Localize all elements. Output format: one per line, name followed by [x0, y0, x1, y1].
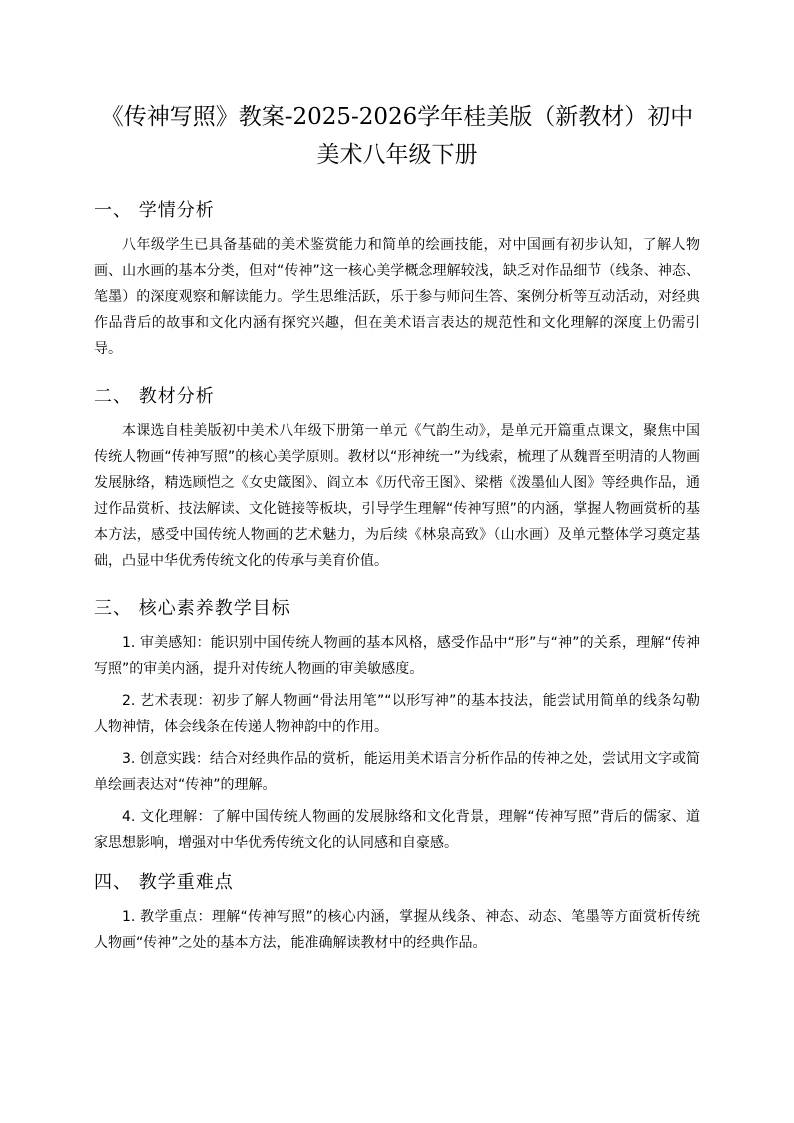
- teaching-goal-item: 4. 文化理解：了解中国传统人物画的发展脉络和文化背景，理解“传神写照”背后的儒家、道家思想影响，增强对中华优秀传统文化的认同感和自豪感。: [94, 809, 700, 851]
- section-heading-key-points: 四、 教学重难点: [94, 872, 234, 893]
- teaching-goal-item: 1. 审美感知：能识别中国传统人物画的基本风格，感受作品中“形”与“神”的关系，理解“传神写照”的审美内涵，提升对传统人物画的审美敏感度。: [94, 635, 700, 677]
- document-title-line-2: 美术八年级下册: [316, 142, 478, 168]
- section-heading-textbook-analysis: 二、 教材分析: [94, 386, 215, 407]
- section-paragraph-learner-analysis: 八年级学生已具备基础的美术鉴赏能力和简单的绘画技能，对中国画有初步认知，了解人物画、山水画的基本分类，但对“传神”这一核心美学概念理解较浅，缺乏对作品细节（线条、神态、笔墨）的深度观察和解读能力。学生思维活跃，乐于参与师问生答、案例分析等互动活动，对经典作品背后的故事和文化内涵有探究兴趣，但在美术语言表达的规范性和文化理解的深度上仍需引导。: [94, 237, 700, 357]
- teaching-goal-item: 2. 艺术表现：初步了解人物画“骨法用笔”“以形写神”的基本技法，能尝试用简单的线条勾勒人物神情，体会线条在传递人物神韵中的作用。: [94, 693, 700, 735]
- section-heading-learner-analysis: 一、 学情分析: [94, 200, 215, 221]
- document-title: [94, 98, 700, 174]
- teaching-goal-item: 3. 创意实践：结合对经典作品的赏析，能运用美术语言分析作品的传神之处，尝试用文字或简单绘画表达对“传神”的理解。: [94, 751, 700, 793]
- key-points-list: [94, 904, 700, 956]
- document-title-line-1: 《传神写照》教案-2025-2026学年桂美版（新教材）初中: [100, 104, 694, 130]
- section-heading-teaching-goals: 三、 核心素养教学目标: [94, 598, 291, 619]
- teaching-goals-list: [94, 630, 700, 856]
- key-point-item: 1. 教学重点：理解“传神写照”的核心内涵，掌握从线条、神态、动态、笔墨等方面赏析传统人物画“传神”之处的基本方法，能准确解读教材中的经典作品。: [94, 909, 700, 951]
- section-paragraph-textbook-analysis: 本课选自桂美版初中美术八年级下册第一单元《气韵生动》，是单元开篇重点课文，聚焦中国传统人物画“传神写照”的核心美学原则。教材以“形神统一”为线索，梳理了从魏晋至明清的人物画发展脉络，精选顾恺之《女史箴图》、阎立本《历代帝王图》、梁楷《泼墨仙人图》等经典作品，通过作品赏析、技法解读、文化链接等板块，引导学生理解“传神写照”的内涵，掌握人物画赏析的基本方法，感受中国传统人物画的艺术魅力，为后续《林泉高致》（山水画）及单元整体学习奠定基础，凸显中华优秀传统文化的传承与美育价值。: [94, 423, 700, 569]
